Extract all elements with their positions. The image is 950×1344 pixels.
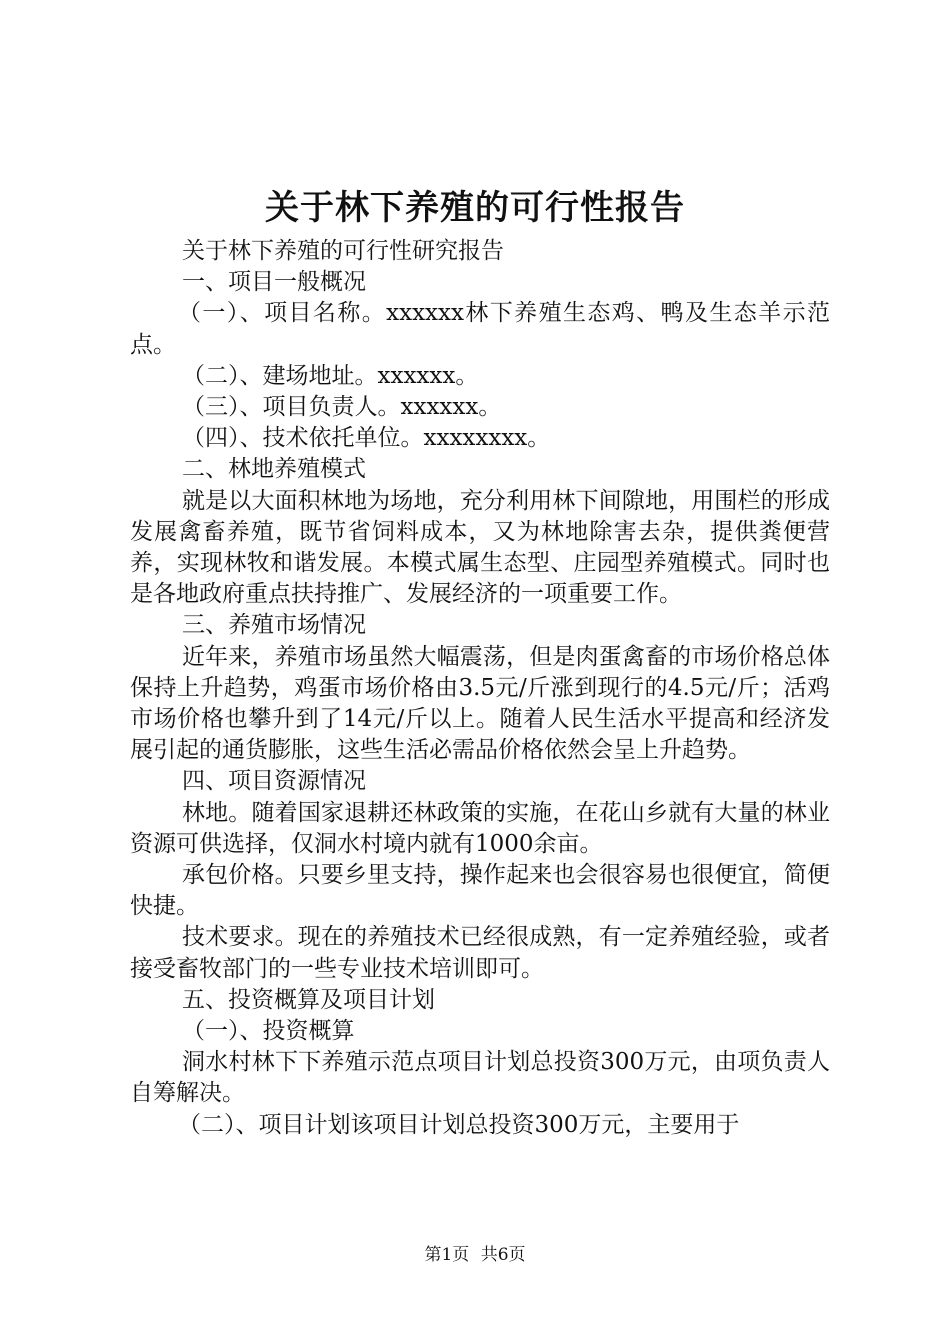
- paragraph: 就是以大面积林地为场地，充分利用林下间隙地，用围栏的形成发展禽畜养殖，既节省饲料成本，又为林地除害去杂，提供粪便营养，实现林牧和谐发展。本模式属生态型、庄园型养殖模式。同时也是各地政府重点扶持推广、发展经济的一项重要工作。: [130, 487, 830, 608]
- paragraph: 承包价格。只要乡里支持，操作起来也会很容易也很便宜，简便快捷。: [130, 862, 830, 920]
- paragraph: 洞水村林下下养殖示范点项目计划总投资300万元，由项负责人自筹解决。: [130, 1049, 830, 1107]
- section-heading: 二、林地养殖模式: [182, 456, 366, 483]
- page-number: 第1页: [424, 1245, 470, 1265]
- section-heading: 一、项目一般概况: [182, 269, 366, 296]
- document-body: [130, 236, 830, 1141]
- section-heading: 三、养殖市场情况: [182, 612, 366, 639]
- document-title: 关于林下养殖的可行性报告: [265, 188, 685, 228]
- paragraph: （一）、项目名称。xxxxxx林下养殖生态鸡、鸭及生态羊示范点。: [130, 300, 830, 358]
- page-total: 共6页: [480, 1245, 526, 1265]
- paragraph: （二）、建场地址。xxxxxx。: [182, 362, 479, 389]
- page-footer: [0, 1243, 950, 1267]
- paragraph: （三）、项目负责人。xxxxxx。: [182, 394, 502, 421]
- paragraph: （二）、项目计划该项目计划总投资300万元，主要用于: [178, 1111, 740, 1138]
- section-heading: 四、项目资源情况: [182, 768, 366, 795]
- section-heading: 五、投资概算及项目计划: [182, 986, 435, 1013]
- paragraph: （四）、技术依托单位。xxxxxxxx。: [182, 425, 551, 452]
- paragraph: 技术要求。现在的养殖技术已经很成熟，有一定养殖经验，或者接受畜牧部门的一些专业技术培训即可。: [130, 924, 830, 982]
- paragraph: （一）、投资概算: [182, 1018, 355, 1045]
- paragraph: 林地。随着国家退耕还林政策的实施，在花山乡就有大量的林业资源可供选择，仅洞水村境内就有1000余亩。: [130, 799, 830, 857]
- paragraph: 近年来，养殖市场虽然大幅震荡，但是肉蛋禽畜的市场价格总体保持上升趋势，鸡蛋市场价格由3.5元/斤涨到现行的4.5元/斤；活鸡市场价格也攀升到了14元/斤以上。随着人民生活水平提高和经济发展引起的通货膨胀，这些生活必需品价格依然会呈上升趋势。: [130, 643, 830, 764]
- paragraph-subtitle: 关于林下养殖的可行性研究报告: [182, 238, 504, 264]
